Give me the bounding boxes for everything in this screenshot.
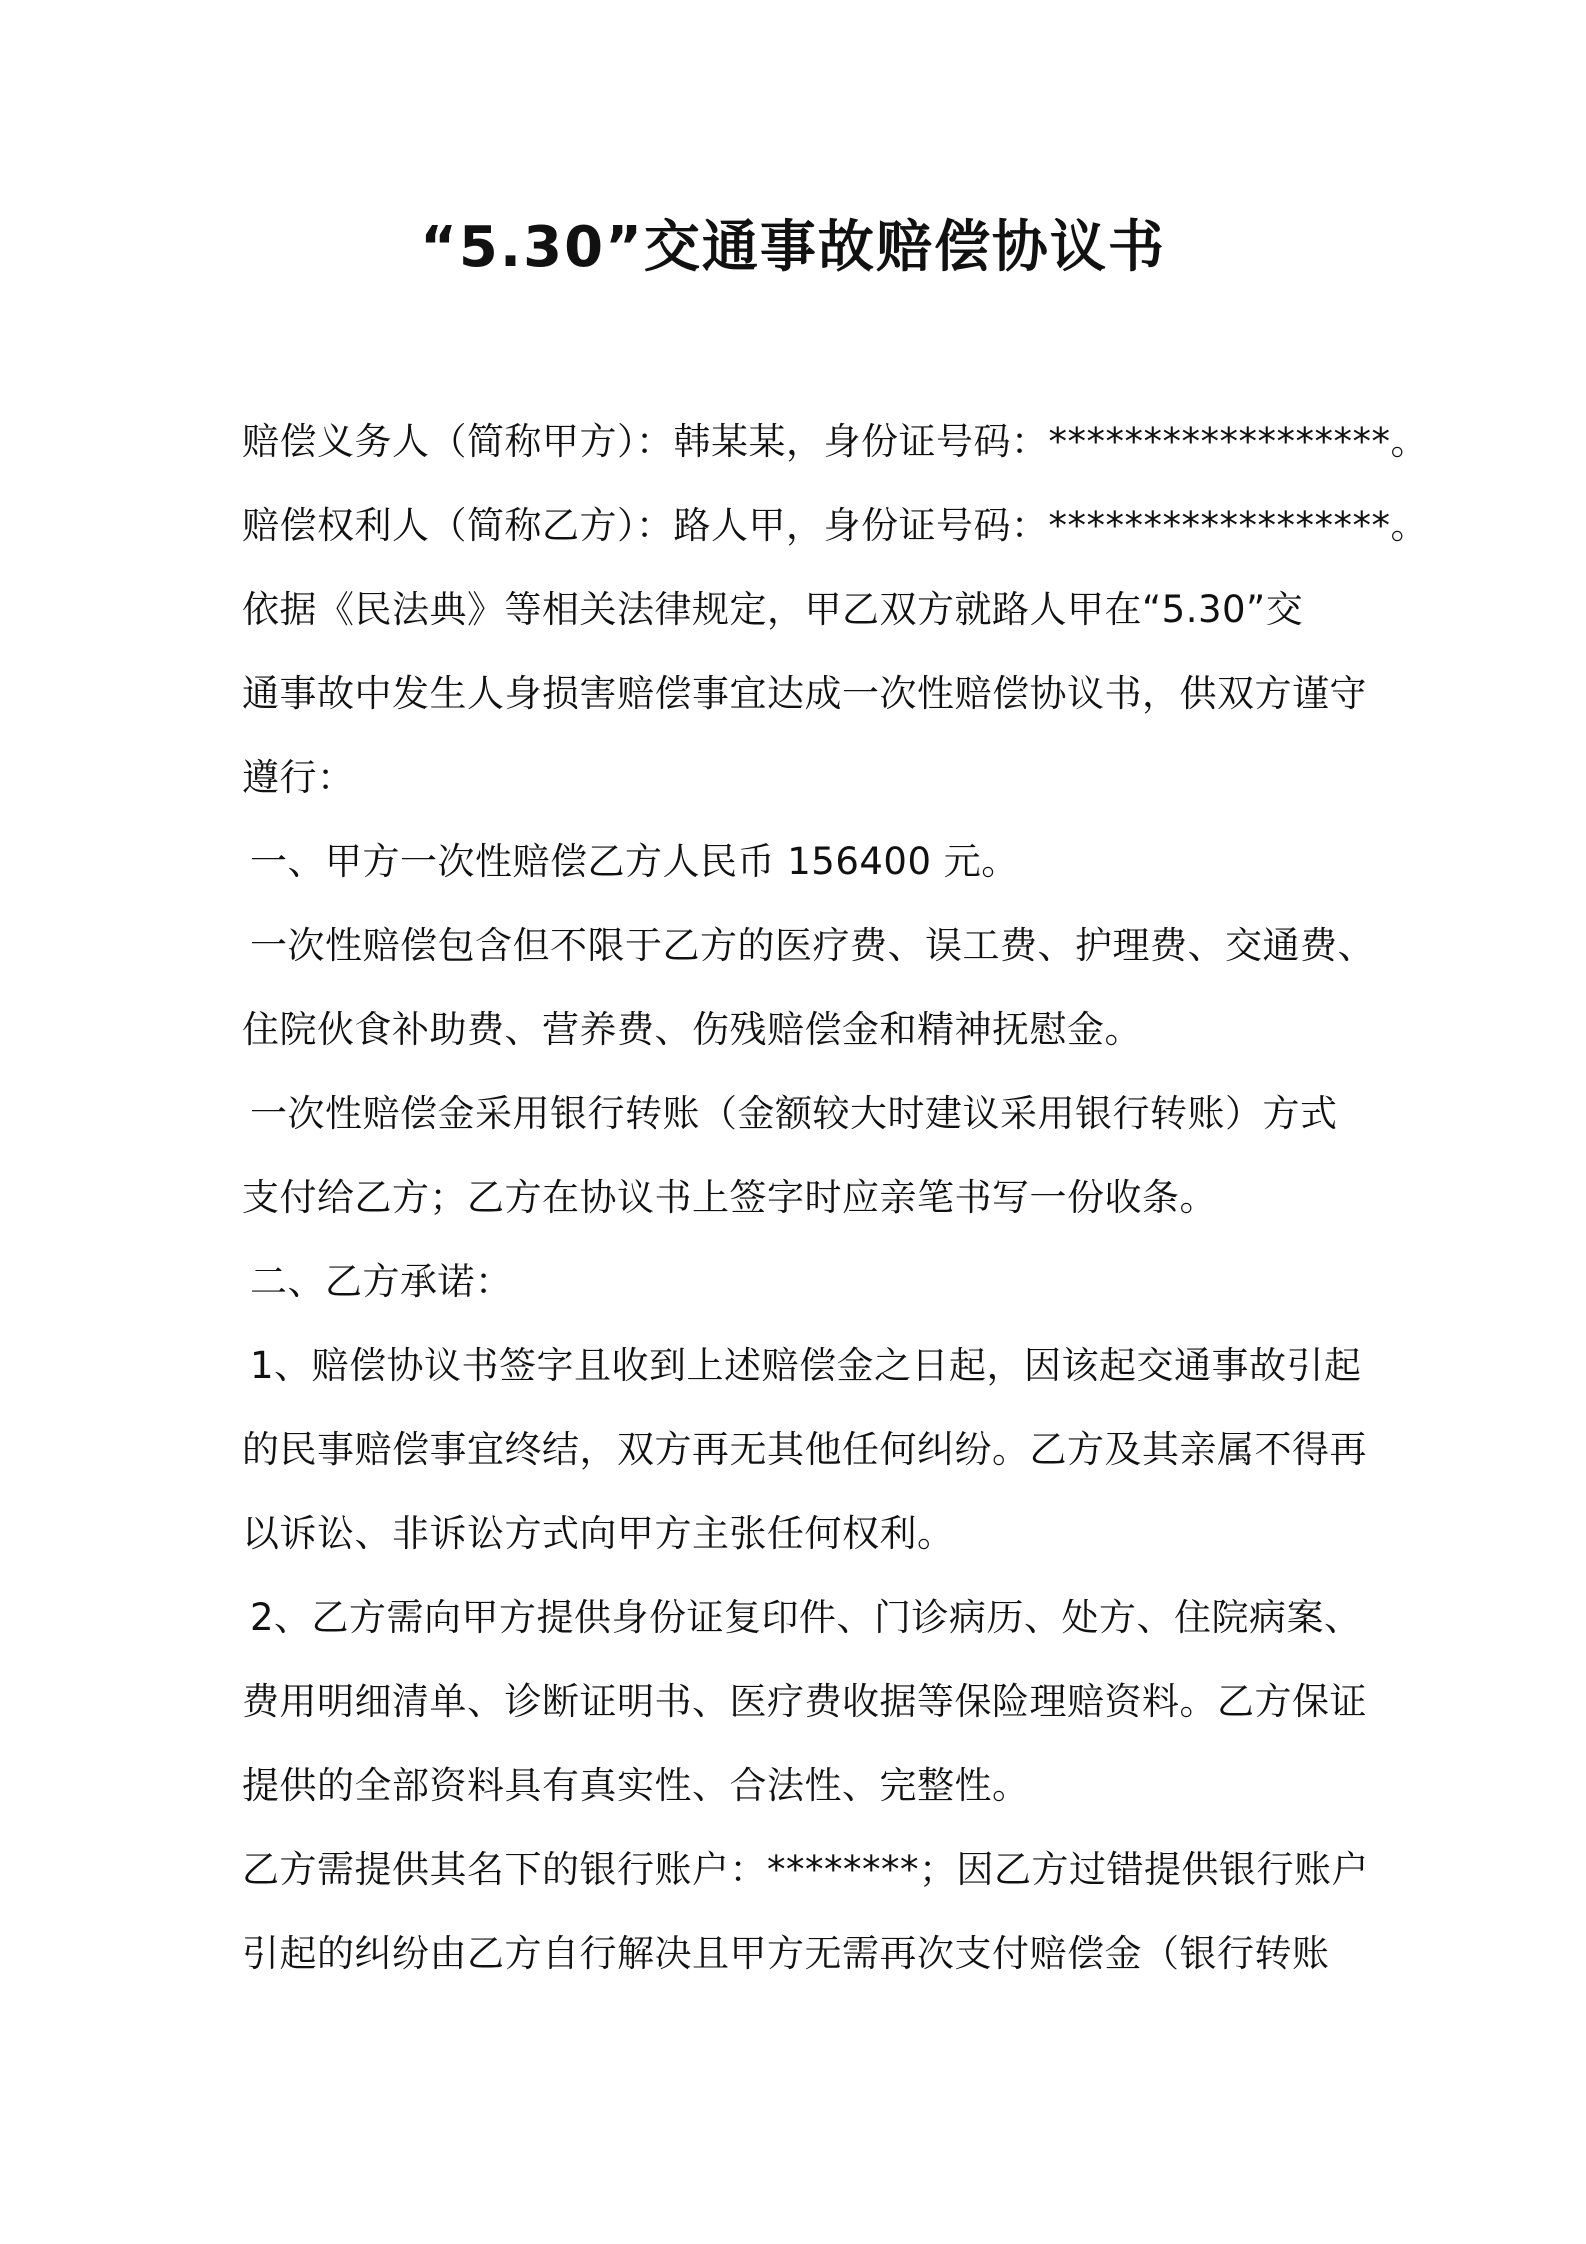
document-title: “5.30”交通事故赔偿协议书 bbox=[420, 215, 1166, 280]
clause-2-item-1-line-3: 以诉讼、非诉讼方式向甲方主张任何权利。 bbox=[242, 1512, 955, 1555]
clause-1-payment-line-2: 支付给乙方；乙方在协议书上签字时应亲笔书写一份收条。 bbox=[242, 1176, 1217, 1219]
clause-2-item-1-line-2: 的民事赔偿事宜终结，双方再无其他任何纠纷。乙方及其亲属不得再 bbox=[242, 1428, 1367, 1471]
preamble-line-1: 依据《民法典》等相关法律规定，甲乙双方就路人甲在“5.30”交 bbox=[242, 588, 1304, 631]
clause-1-payment-line-1: 一次性赔偿金采用银行转账（金额较大时建议采用银行转账）方式 bbox=[250, 1092, 1338, 1135]
clause-1-scope-line-1: 一次性赔偿包含但不限于乙方的医疗费、误工费、护理费、交通费、 bbox=[250, 924, 1375, 967]
clause-2-heading: 二、乙方承诺： bbox=[250, 1260, 513, 1303]
party-a-line: 赔偿义务人（简称甲方）：韩某某，身份证号码：******************。 bbox=[242, 420, 1428, 463]
document-body bbox=[242, 400, 1428, 1996]
clause-2-item-1-line-1: 1、赔偿协议书签字且收到上述赔偿金之日起，因该起交通事故引起 bbox=[250, 1344, 1362, 1387]
preamble-line-2: 通事故中发生人身损害赔偿事宜达成一次性赔偿协议书，供双方谨守 bbox=[242, 672, 1367, 715]
party-b-line: 赔偿权利人（简称乙方）：路人甲，身份证号码：******************。 bbox=[242, 504, 1428, 547]
bank-account-line-1: 乙方需提供其名下的银行账户：********；因乙方过错提供银行账户 bbox=[242, 1848, 1369, 1891]
clause-2-item-2-line-2: 费用明细清单、诊断证明书、医疗费收据等保险理赔资料。乙方保证 bbox=[242, 1680, 1367, 1723]
clause-2-item-2-line-3: 提供的全部资料具有真实性、合法性、完整性。 bbox=[242, 1764, 1030, 1807]
preamble-line-3: 遵行： bbox=[242, 756, 355, 799]
bank-account-line-2: 引起的纠纷由乙方自行解决且甲方无需再次支付赔偿金（银行转账 bbox=[242, 1932, 1330, 1975]
clause-1-scope-line-2: 住院伙食补助费、营养费、伤残赔偿金和精神抚慰金。 bbox=[242, 1008, 1142, 1051]
clause-1-heading: 一、甲方一次性赔偿乙方人民币 156400 元。 bbox=[250, 840, 1019, 883]
clause-2-item-2-line-1: 2、乙方需向甲方提供身份证复印件、门诊病历、处方、住院病案、 bbox=[250, 1596, 1362, 1639]
